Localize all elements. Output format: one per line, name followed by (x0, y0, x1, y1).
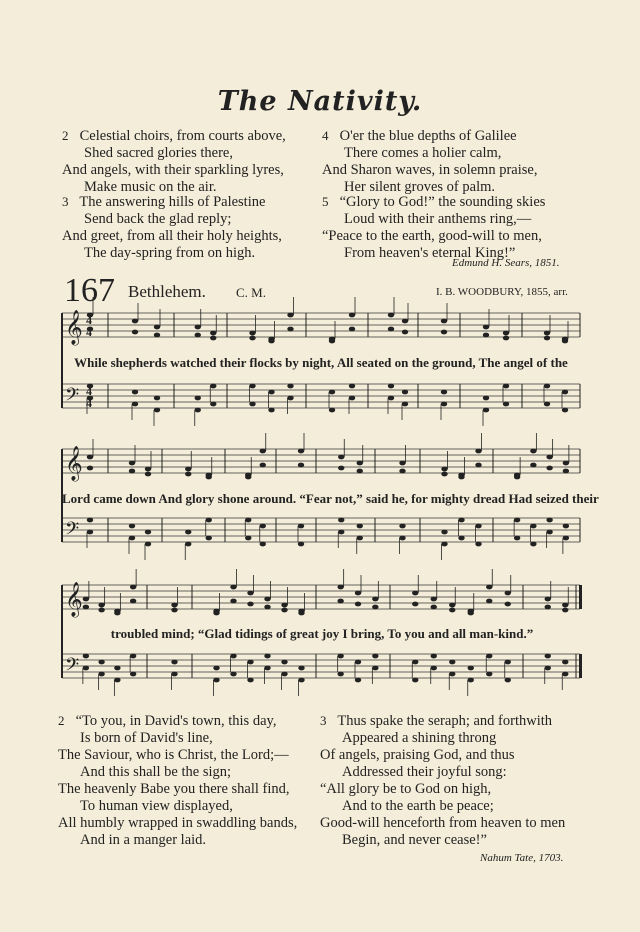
notehead (171, 603, 177, 608)
notehead (505, 591, 511, 596)
notehead (468, 678, 474, 683)
notehead (431, 666, 437, 671)
notehead (530, 463, 536, 468)
stanza-line: Shed sacred glories there, (84, 145, 233, 161)
notehead (213, 611, 219, 616)
notehead (130, 599, 136, 604)
notehead (130, 654, 136, 659)
notehead (114, 678, 120, 683)
stanza-line: The Saviour, who is Christ, the Lord;— (58, 747, 289, 763)
notehead (562, 390, 568, 395)
notehead (449, 672, 455, 677)
notehead (503, 384, 509, 389)
stanza-number: 3 (320, 713, 327, 728)
notehead (372, 666, 378, 671)
notehead (399, 461, 405, 466)
notehead (514, 475, 520, 480)
notehead (210, 384, 216, 389)
notehead (287, 396, 293, 401)
stanza-line: And greet, from all their holy heights, (62, 228, 282, 244)
notehead (349, 313, 355, 318)
notehead (412, 678, 418, 683)
notehead (545, 666, 551, 671)
treble-clef: 𝄞 (65, 582, 83, 617)
notehead (514, 536, 520, 541)
notehead (475, 542, 481, 547)
time-signature-bottom: 4 (86, 325, 92, 339)
stanza-line: All humbly wrapped in swaddling bands, (58, 815, 298, 831)
stanza-number: 3 (62, 194, 69, 209)
notehead (154, 333, 160, 338)
stanza-line: And to the earth be peace; (342, 798, 494, 814)
stanza-line: Her silent groves of palm. (344, 179, 496, 195)
final-barline (579, 585, 582, 609)
notehead (264, 605, 270, 610)
stanza-number: 2 (58, 713, 65, 728)
notehead (402, 390, 408, 395)
notehead (171, 660, 177, 665)
notehead (130, 585, 136, 590)
notehead (544, 384, 550, 389)
notehead (475, 463, 481, 468)
time-signature-bottom: 4 (86, 396, 92, 410)
stanza-line: From heaven's eternal King!” (344, 245, 516, 261)
notehead (546, 518, 552, 523)
notehead (185, 530, 191, 535)
meter: C. M. (236, 285, 266, 300)
notehead (264, 666, 270, 671)
notehead (399, 469, 405, 474)
notehead (260, 463, 266, 468)
notehead (486, 599, 492, 604)
notehead (441, 472, 447, 477)
notehead (530, 542, 536, 547)
stanza-number: 4 (322, 128, 329, 143)
notehead (486, 585, 492, 590)
notehead (412, 660, 418, 665)
notehead (145, 530, 151, 535)
notehead (206, 518, 212, 523)
notehead (245, 518, 251, 523)
notehead (546, 455, 552, 460)
notehead (230, 672, 236, 677)
notehead (545, 597, 551, 602)
page-title: The Nativity. (217, 86, 423, 117)
notehead (245, 536, 251, 541)
stanza-line: And angels, with their sparkling lyres, (62, 162, 284, 178)
notehead (388, 384, 394, 389)
notehead (249, 336, 255, 341)
notehead (458, 536, 464, 541)
notehead (249, 402, 255, 407)
notehead (83, 597, 89, 602)
notehead (357, 536, 363, 541)
notehead (441, 390, 447, 395)
notehead (337, 654, 343, 659)
notehead (230, 585, 236, 590)
notehead (530, 524, 536, 529)
notehead (249, 331, 255, 336)
notehead (145, 467, 151, 472)
notehead (83, 654, 89, 659)
notehead (431, 605, 437, 610)
notehead (544, 331, 550, 336)
notehead (132, 402, 138, 407)
notehead (449, 660, 455, 665)
notehead (349, 396, 355, 401)
notehead (349, 384, 355, 389)
notehead (441, 330, 447, 335)
notehead (412, 602, 418, 607)
notehead (372, 654, 378, 659)
notehead (402, 330, 408, 335)
stanza-line: Make music on the air. (84, 179, 217, 195)
stanza-line: And this shall be the sign; (80, 764, 232, 780)
notehead (206, 536, 212, 541)
notehead (171, 672, 177, 677)
notehead (337, 599, 343, 604)
notehead (475, 524, 481, 529)
notehead (260, 524, 266, 529)
notehead (503, 336, 509, 341)
notehead (505, 602, 511, 607)
composer-credit: I. B. WOODBURY, 1855, arr. (436, 286, 568, 298)
notehead (562, 339, 568, 344)
stanza-line: O'er the blue depths of Galilee (339, 128, 517, 144)
notehead (503, 402, 509, 407)
notehead (483, 408, 489, 413)
notehead (388, 396, 394, 401)
notehead (298, 463, 304, 468)
notehead (486, 654, 492, 659)
notehead (355, 591, 361, 596)
notehead (185, 542, 191, 547)
notehead (114, 611, 120, 616)
notehead (329, 390, 335, 395)
notehead (298, 449, 304, 454)
notehead (132, 319, 138, 324)
notehead (338, 455, 344, 460)
notehead (483, 333, 489, 338)
notehead (338, 466, 344, 471)
notehead (329, 408, 335, 413)
notehead (355, 660, 361, 665)
notehead (449, 603, 455, 608)
notehead (98, 672, 104, 677)
notehead (268, 339, 274, 344)
notehead (412, 591, 418, 596)
notehead (545, 654, 551, 659)
stanza-line: Thus spake the seraph; and forthwith (337, 713, 553, 729)
tune-name: Bethlehem. (128, 282, 206, 301)
notehead (154, 396, 160, 401)
notehead (230, 654, 236, 659)
notehead (213, 678, 219, 683)
notehead (98, 660, 104, 665)
notehead (281, 603, 287, 608)
notehead (468, 611, 474, 616)
notehead (441, 402, 447, 407)
notehead (503, 331, 509, 336)
notehead (388, 313, 394, 318)
notehead (185, 467, 191, 472)
stanza-line: The heavenly Babe you there shall find, (58, 781, 290, 797)
notehead (247, 591, 253, 596)
stanza-line: And Sharon waves, in solemn praise, (322, 162, 538, 178)
notehead (562, 672, 568, 677)
notehead (268, 390, 274, 395)
notehead (563, 524, 569, 529)
notehead (544, 402, 550, 407)
notehead (129, 536, 135, 541)
notehead (399, 524, 405, 529)
bass-clef: 𝄢 (65, 519, 80, 544)
notehead (185, 472, 191, 477)
notehead (195, 325, 201, 330)
time-signature-top: 4 (86, 313, 92, 327)
notehead (260, 449, 266, 454)
notehead (298, 524, 304, 529)
notehead (264, 597, 270, 602)
notehead (431, 654, 437, 659)
stanza-line: Of angels, praising God, and thus (320, 747, 515, 763)
bottom-stanza-3 (320, 712, 565, 849)
notehead (145, 472, 151, 477)
stanza-line: “To you, in David's town, this day, (75, 713, 277, 729)
notehead (213, 666, 219, 671)
notehead (483, 325, 489, 330)
notehead (130, 672, 136, 677)
notehead (357, 469, 363, 474)
notehead (545, 605, 551, 610)
notehead (210, 336, 216, 341)
stanza-line: Good-will henceforth from heaven to men (320, 815, 566, 831)
stanza-line: Begin, and never cease!” (342, 832, 487, 848)
notehead (441, 319, 447, 324)
notehead (298, 666, 304, 671)
notehead (372, 605, 378, 610)
treble-clef: 𝄞 (65, 310, 83, 345)
notehead (449, 608, 455, 613)
notehead (129, 524, 135, 529)
notehead (245, 475, 251, 480)
notehead (83, 605, 89, 610)
notehead (287, 313, 293, 318)
notehead (505, 678, 511, 683)
notehead (298, 542, 304, 547)
notehead (264, 654, 270, 659)
notehead (475, 449, 481, 454)
stanza-line: “Peace to the earth, good-will to men, (322, 228, 542, 244)
stanza-number: 2 (62, 128, 69, 143)
notehead (337, 672, 343, 677)
notehead (210, 331, 216, 336)
notehead (530, 449, 536, 454)
stanza-line: Addressed their joyful song: (342, 764, 507, 780)
final-barline (579, 654, 582, 678)
notehead (399, 536, 405, 541)
notehead (87, 466, 93, 471)
notehead (129, 469, 135, 474)
stanza-line: There comes a holier calm, (344, 145, 502, 161)
notehead (402, 319, 408, 324)
notehead (388, 327, 394, 332)
notehead (337, 585, 343, 590)
stanza-line: Celestial choirs, from courts above, (79, 128, 286, 144)
notehead (546, 530, 552, 535)
bass-clef: 𝄢 (65, 655, 80, 680)
stanza-line: “All glory be to God on high, (320, 781, 492, 797)
notehead (563, 461, 569, 466)
stanza-line: To human view displayed, (80, 798, 233, 814)
notehead (546, 466, 552, 471)
notehead (298, 611, 304, 616)
notehead (87, 530, 93, 535)
notehead (402, 402, 408, 407)
notehead (132, 330, 138, 335)
bottom-stanza-2 (58, 712, 297, 849)
notehead (468, 666, 474, 671)
notehead (441, 530, 447, 535)
notehead (281, 660, 287, 665)
notehead (154, 408, 160, 413)
stanza-line: Appeared a shining throng (342, 730, 497, 746)
treble-clef: 𝄞 (65, 446, 83, 481)
lyric-line-2: Lord came down And glory shone around. “Fear not,” said he, for mighty dread Had seized their (62, 491, 599, 506)
notehead (355, 602, 361, 607)
notehead (349, 327, 355, 332)
notehead (329, 339, 335, 344)
notehead (114, 666, 120, 671)
notehead (230, 599, 236, 604)
notehead (210, 402, 216, 407)
notehead (132, 390, 138, 395)
notehead (544, 336, 550, 341)
notehead (563, 469, 569, 474)
stanza-line: “Glory to God!” the sounding skies (339, 194, 546, 210)
bottom-attribution: Nahum Tate, 1703. (480, 852, 564, 864)
notehead (154, 325, 160, 330)
notehead (98, 603, 104, 608)
notehead (281, 672, 287, 677)
notehead (247, 602, 253, 607)
hymn-number: 167 (64, 272, 115, 309)
notehead (247, 678, 253, 683)
notehead (483, 396, 489, 401)
notehead (431, 597, 437, 602)
notehead (281, 608, 287, 613)
notehead (129, 461, 135, 466)
notehead (145, 542, 151, 547)
notehead (260, 542, 266, 547)
notehead (87, 518, 93, 523)
stanza-number: 5 (322, 194, 329, 209)
notehead (87, 455, 93, 460)
notehead (458, 518, 464, 523)
notehead (562, 660, 568, 665)
notehead (195, 333, 201, 338)
notehead (287, 384, 293, 389)
notehead (268, 408, 274, 413)
notehead (357, 461, 363, 466)
notehead (562, 603, 568, 608)
notehead (298, 678, 304, 683)
notehead (206, 475, 212, 480)
stanza-line: The answering hills of Palestine (79, 194, 266, 210)
notehead (441, 542, 447, 547)
notehead (514, 518, 520, 523)
notehead (562, 608, 568, 613)
stanza-line: Is born of David's line, (80, 730, 213, 746)
notehead (562, 408, 568, 413)
stanza-line: And in a manger laid. (80, 832, 207, 848)
notehead (563, 536, 569, 541)
bass-clef: 𝄢 (65, 385, 80, 410)
stanza-line: The day-spring from on high. (84, 245, 256, 261)
notehead (355, 678, 361, 683)
notehead (83, 666, 89, 671)
notehead (249, 384, 255, 389)
notehead (486, 672, 492, 677)
lyric-line-1: While shepherds watched their flocks by night, All seated on the ground, The angel of the (74, 355, 568, 370)
notehead (338, 518, 344, 523)
notehead (171, 608, 177, 613)
lyric-line-3: troubled mind; “Glad tidings of great joy I bring, To you and all man-kind.” (110, 626, 534, 641)
notehead (98, 608, 104, 613)
notehead (338, 530, 344, 535)
notehead (247, 660, 253, 665)
notehead (505, 660, 511, 665)
notehead (458, 475, 464, 480)
notehead (441, 467, 447, 472)
top-attribution: Edmund H. Sears, 1851. (452, 257, 560, 269)
notehead (195, 396, 201, 401)
notehead (357, 524, 363, 529)
time-signature-top: 4 (86, 384, 92, 398)
notehead (287, 327, 293, 332)
notehead (195, 408, 201, 413)
stanza-line: Send back the glad reply; (84, 211, 232, 227)
notehead (372, 597, 378, 602)
stanza-line: Loud with their anthems ring,— (344, 211, 532, 227)
